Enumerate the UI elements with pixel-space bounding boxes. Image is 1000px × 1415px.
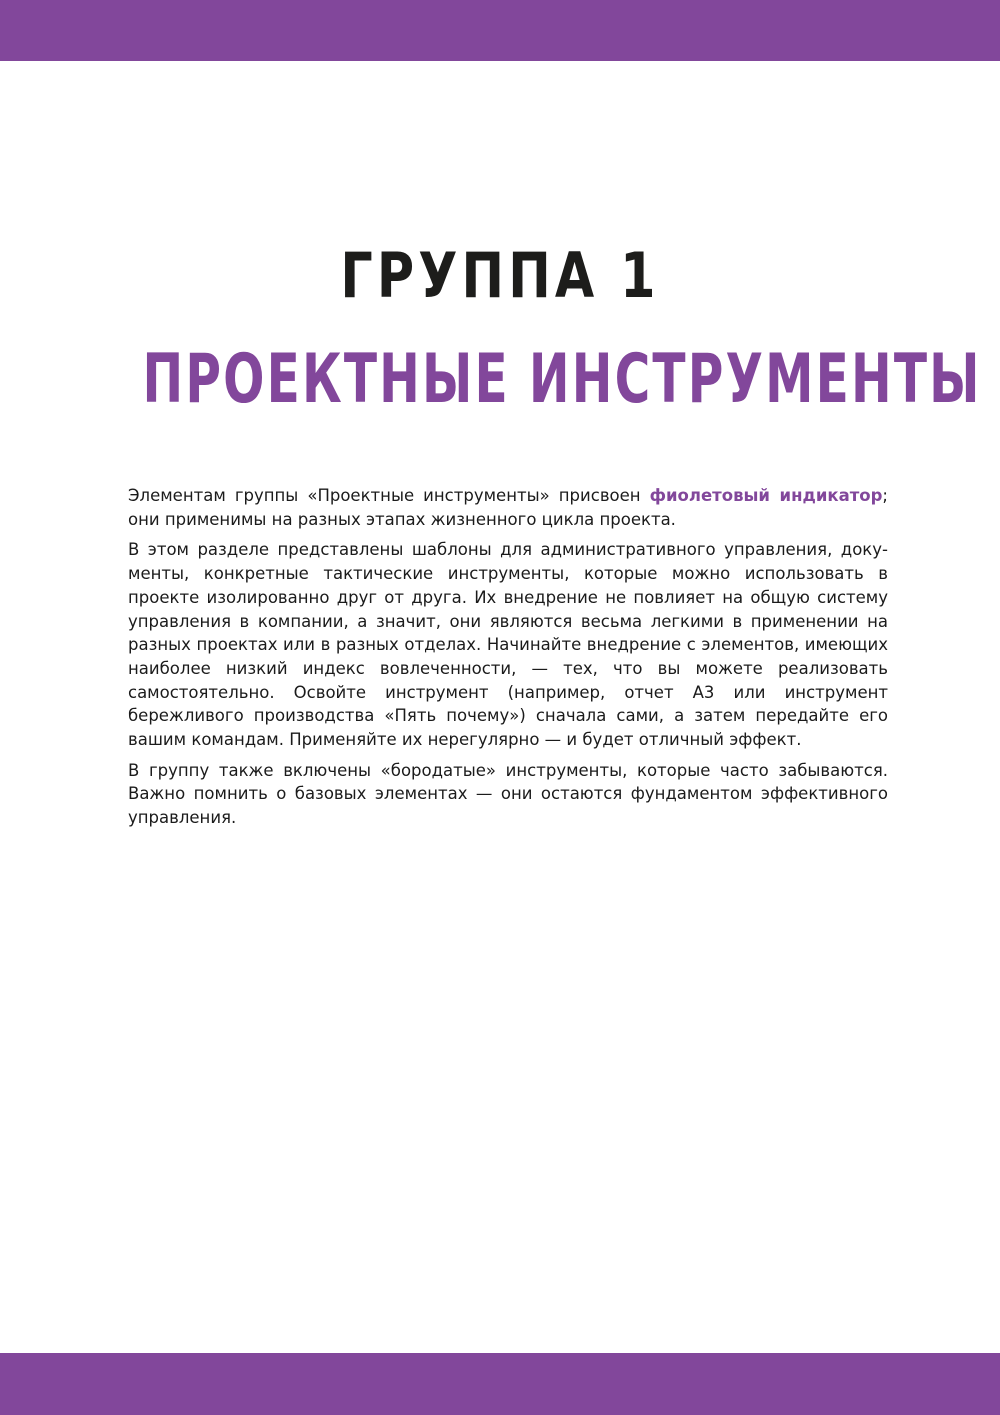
intro-paragraph <box>128 484 888 531</box>
bottom-accent-band <box>0 1353 1000 1415</box>
section-title: ПРОЕКТНЫЕ ИНСТРУМЕНТЫ <box>142 340 982 419</box>
top-accent-band <box>0 0 1000 61</box>
intro-text-before: Элементам группы «Проектные инструменты» присвоен <box>128 486 650 505</box>
paragraph: В группу также включены «бородатые» инструменты, которые часто забываются. Важно помнить о базовых элементах — они остаются фундаментом эффективного управления. <box>128 760 888 828</box>
intro-text-after: ; они применимы на разных этапах жизненного цикла проекта. <box>128 486 888 529</box>
purple-indicator-highlight: фиолетовый индикатор <box>649 486 883 505</box>
body-text <box>128 484 888 837</box>
group-heading: ГРУППА 1 <box>340 239 660 312</box>
paragraph: В этом разделе представлены шаблоны для административного управления, документы, конкретные тактические инструменты, которые можно использовать в проекте изолированно друг от друга. Их внедрение не повлияет на общую систему управления в компании, а значит, они являются весьма легкими в применении на разных проектах или в разных отделах. Начинайте внедрение с элементов, имеющих наиболее низкий индекс вовлеченности, — тех, что вы можете реализовать самостоятельно. Освойте инструмент (например, отчет А3 или инструмент бережливого производства «Пять почему») сначала сами, а затем передайте его вашим командам. Применяйте их нерегулярно — и будет отличный эффект. <box>128 540 888 750</box>
